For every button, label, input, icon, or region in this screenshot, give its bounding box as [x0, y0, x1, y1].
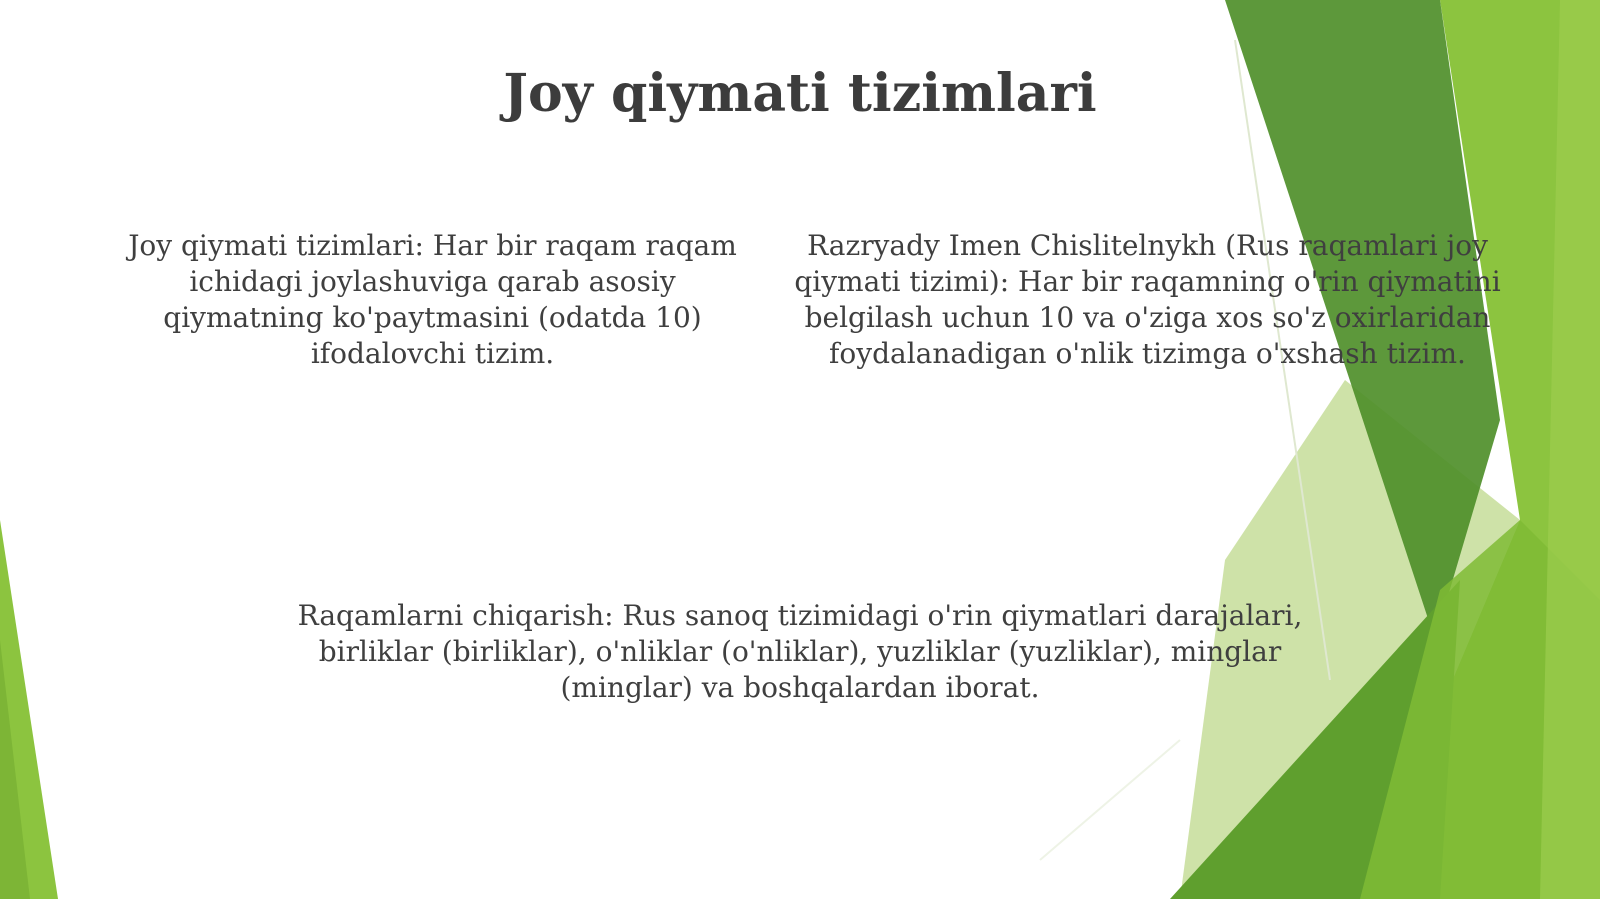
text-block-right: Razryady Imen Chislitelnykh (Rus raqamlari joy qiymati tizimi): Har bir raqamning o'rin qiymatini belgilash uchun 10 va o'ziga xos so'z oxirlaridan foydalanadigan o'nlik tizimga o'xshash tizim.: [794, 229, 1501, 370]
facet-outline-line-2: [1040, 740, 1180, 860]
text-block-bottom: Raqamlarni chiqarish: Rus sanoq tizimidagi o'rin qiymatlari darajalari, birliklar (birliklar), o'nliklar (o'nliklar), yuzliklar (yuzliklar), minglar (minglar) va boshqalardan iborat.: [297, 599, 1303, 704]
text-block-left: Joy qiymati tizimlari: Har bir raqam raqam ichidagi joylashuviga qarab asosiy qiymatning ko'paytmasini (odatda 10) ifodalovchi tizim.: [128, 229, 737, 370]
slide-title: Joy qiymati tizimlari: [503, 63, 1097, 124]
